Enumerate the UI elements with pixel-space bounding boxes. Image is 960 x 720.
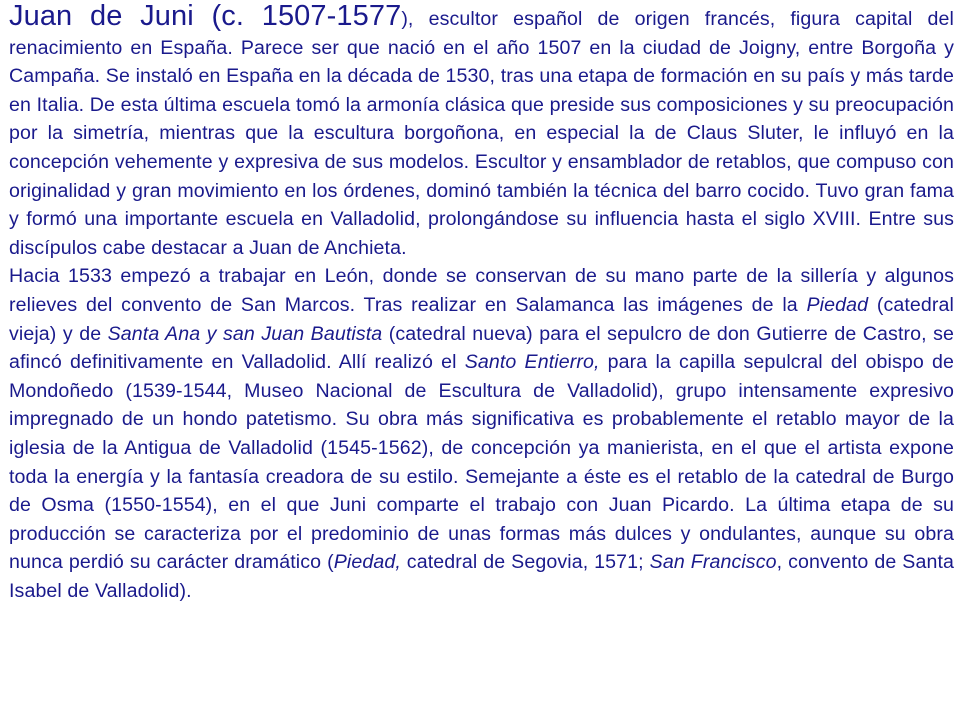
work-title-piedad-segovia: Piedad, (333, 551, 401, 574)
works-text-5: catedral de Segovia, 1571; (400, 551, 650, 574)
paragraph-intro (9, 2, 954, 262)
works-text-4: para la capilla sepulcral del obispo de Mondoñedo (1539-1544, Museo Nacional de Escultura de Valladolid), grupo intensamente expresivo impregnado de un hondo patetismo. Su obra más significativa es probablemente el retablo mayor de la iglesia de la Antigua de Valladolid (1545-1562), de concepción ya manierista, en el que el artista expone toda la energía y la fantasía creadora de su estilo. Semejante a éste es el retablo de la catedral de Burgo de Osma (1550-1554), en el que Juni comparte el trabajo con Juan Picardo. La última etapa de su producción se caracteriza por el predominio de unas formas más dulces y ondulantes, aunque su obra nunca perdió su carácter dramático ( (9, 351, 954, 574)
works-text-3: (catedral nueva) para el sepulcro de don Gutierre de Castro, se afincó definitivamente en Valladolid. Allí realizó el (9, 322, 954, 374)
paragraph-works (9, 262, 954, 605)
work-title-piedad: Piedad (806, 293, 869, 316)
works-text-1: Hacia 1533 empezó a trabajar en León, donde se conservan de su mano parte de la sillería y algunos relieves del convento de San Marcos. Tras realizar en Salamanca las imágenes de la (9, 265, 954, 316)
heading-close: ), (401, 8, 414, 30)
work-title-santa-ana: Santa Ana y san Juan Bautista (107, 322, 383, 345)
work-title-santo-entierro: Santo Entierro, (464, 351, 600, 374)
work-title-san-francisco: San Francisco (649, 551, 777, 574)
body-text (9, 2, 954, 605)
heading-name-dates: Juan de Juni (c. 1507-1577 (9, 0, 402, 32)
paragraph-intro-text: escultor español de origen francés, figura capital del renacimiento en España. Parece ser que nació en el año 1507 en la ciudad de Joigny, entre Borgoña y Campaña. Se instaló en España en la década de 1530, tras una etapa de formación en su país y más tarde en Italia. De esta última escuela tomó la armonía clásica que preside sus composiciones y su preocupación por la simetría, mientras que la escultura borgoñona, en especial la de Claus Sluter, le influyó en la concepción vehemente y expresiva de sus modelos. Escultor y ensamblador de retablos, que compuso con originalidad y gran movimiento en los órdenes, dominó también la técnica del barro cocido. Tuvo gran fama y formó una importante escuela en Valladolid, prolongándose su influencia hasta el siglo XVIII. Entre sus discípulos cabe destacar a Juan de Anchieta. (9, 8, 954, 259)
works-text-6: , convento de Santa Isabel de Valladolid). (9, 551, 954, 602)
works-text-2: (catedral vieja) y de (9, 293, 954, 345)
